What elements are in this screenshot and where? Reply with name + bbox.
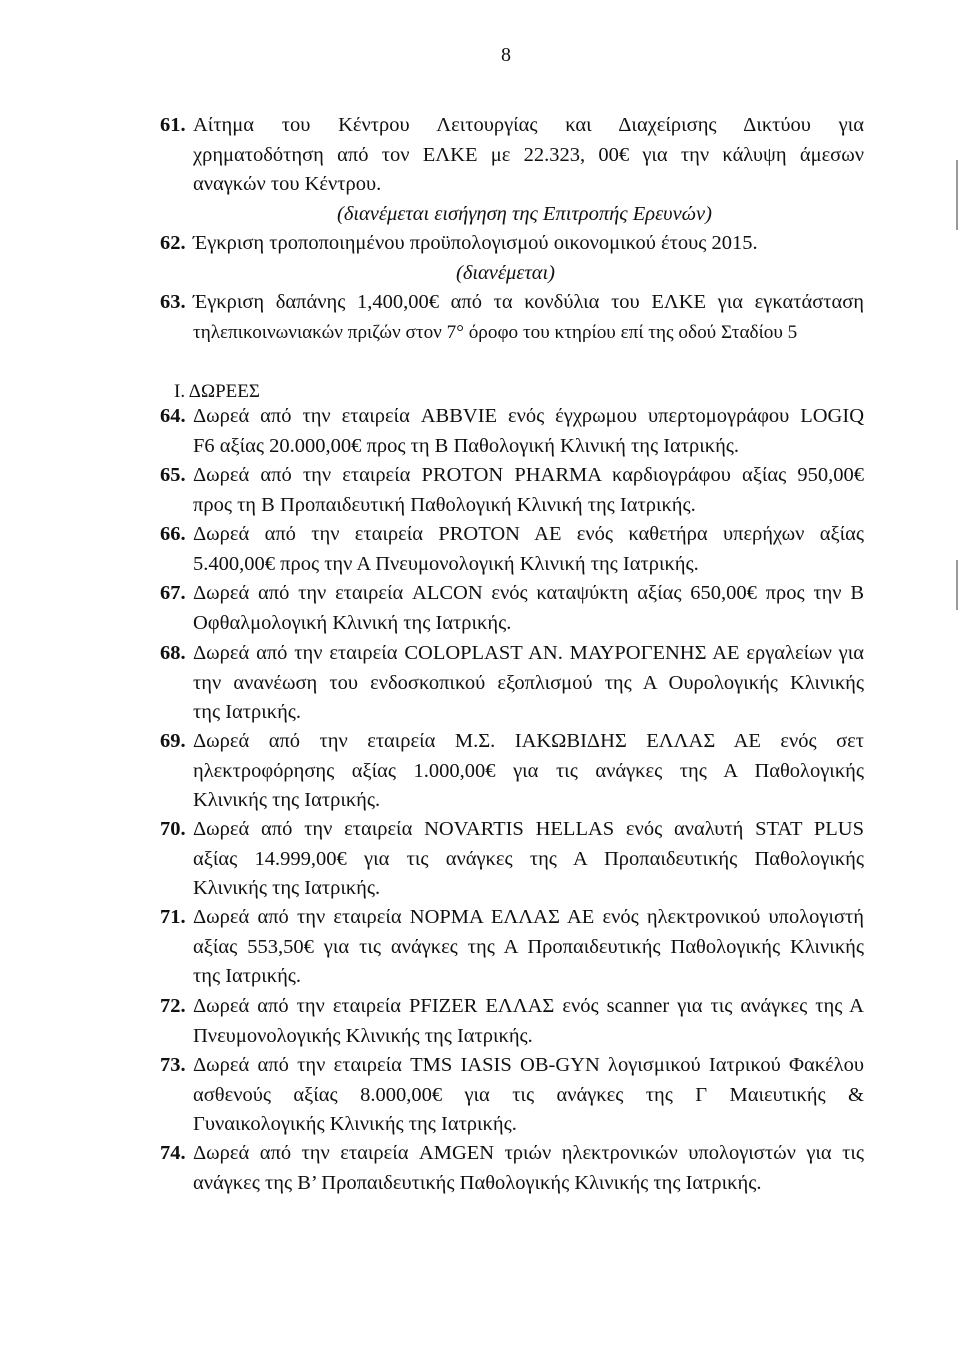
item-note: (διανέμεται εισήγηση της Επιτροπής Ερευνών) [337,203,712,225]
item-text-line: αξίας 14.999,00€ για τις ανάγκες της Α Προπαιδευτικής Παθολογικής [193,847,864,870]
agenda-item-71 [160,903,864,992]
item-text-line: ανάγκες της Β’ Προπαιδευτικής Παθολογικής Κλινικής της Ιατρικής. [193,1171,762,1194]
item-text-line: την ανανέωση του ενδοσκοπικού εξοπλισμού της Α Ουρολογικής Κλινικής [193,671,864,694]
item-text-line: 5.400,00€ προς την Α Πνευμονολογική Κλινική της Ιατρικής. [193,552,699,575]
item-number: 63. [160,291,186,313]
item-text-line: τηλεπικοινωνιακών πριζών στον 7° όροφο του κτηρίου επί της οδού Σταδίου 5 [193,321,798,343]
item-text-line: Γυναικολογικής Κλινικής της Ιατρικής. [193,1113,517,1135]
item-text-line: Δωρεά από την εταιρεία ΝΟΡΜΑ ΕΛΛΑΣ ΑΕ ενός ηλεκτρονικού υπολογιστή [193,906,864,928]
agenda-item-72 [160,992,864,1051]
item-text-line: Πνευμονολογικής Κλινικής της Ιατρικής. [193,1024,533,1047]
item-text-line: Δωρεά από την εταιρεία NOVARTIS HELLAS ενός αναλυτή STAT PLUS [193,818,864,840]
item-number: 61. [160,114,186,136]
item-text-line: Δωρεά από την εταιρεία AMGEN τριών ηλεκτρονικών υπολογιστών για τις [193,1142,864,1164]
item-number: 73. [160,1054,186,1076]
item-number: 64. [160,405,186,427]
section-heading: Ι. ΔΩΡΕΕΣ [174,381,260,402]
item-text-line: ασθενούς αξίας 8.000,00€ για τις ανάγκες της Γ Μαιευτικής & [193,1083,864,1106]
agenda-item-61 [160,111,864,200]
item-text-line: ηλεκτροφόρησης αξίας 1.000,00€ για τις ανάγκες της Α Παθολογικής [193,759,864,782]
agenda-item-74 [160,1139,864,1198]
item-number: 69. [160,730,186,752]
item-number: 68. [160,642,186,664]
item-text-line: Έγκριση δαπάνης 1,400,00€ από τα κονδύλια του ΕΛΚΕ για εγκατάσταση [193,291,864,313]
agenda-item-67 [160,579,864,638]
item-text-line: της Ιατρικής. [193,701,302,723]
agenda-item-63 [160,288,864,347]
scan-edge-mark [956,160,958,230]
item-text-line: Δωρεά από την εταιρεία ABBVIE ενός έγχρωμου υπερτομογράφου LOGIQ [193,405,864,427]
agenda-item-62 [160,229,864,259]
scan-edge-mark [956,560,958,610]
item-number: 67. [160,582,186,604]
item-text-line: Δωρεά από την εταιρεία PROTON AE ενός καθετήρα υπερήχων αξίας [193,523,864,545]
item-number: 74. [160,1142,186,1164]
item-number: 65. [160,464,186,486]
agenda-item-73 [160,1051,864,1140]
item-text-line: Αίτημα του Κέντρου Λειτουργίας και Διαχείρισης Δικτύου για [193,114,864,136]
item-text-line: Δωρεά από την εταιρεία ALCON ενός καταψύκτη αξίας 650,00€ προς την Β [193,582,864,604]
item-number: 72. [160,995,186,1017]
item-text-line: αναγκών του Κέντρου. [193,173,382,195]
agenda-item-70 [160,815,864,904]
agenda-item-69 [160,727,864,816]
item-text-line: αξίας 553,50€ για τις ανάγκες της Α Προπαιδευτικής Παθολογικής Κλινικής [193,935,864,958]
agenda-item-66 [160,520,864,579]
item-text-line: Δωρεά από την εταιρεία Μ.Σ. ΙΑΚΩΒΙΔΗΣ ΕΛΛΑΣ ΑΕ ενός σετ [193,730,864,752]
item-note: (διανέμεται) [456,262,555,284]
item-text-line: της Ιατρικής. [193,965,302,987]
item-text-line: προς τη Β Προπαιδευτική Παθολογική Κλινική της Ιατρικής. [193,493,696,516]
item-text-line: χρηματοδότηση από τον ΕΛΚΕ με 22.323, 00€ για την κάλυψη άμεσων [193,143,864,166]
item-text-line: F6 αξίας 20.000,00€ προς τη Β Παθολογική Κλινική της Ιατρικής. [193,434,740,457]
agenda-item-64 [160,402,864,461]
item-text-line: Δωρεά από την εταιρεία PFIZER ΕΛΛΑΣ ενός scanner για τις ανάγκες της Α [193,995,864,1017]
page-number: 8 [501,44,511,66]
agenda-item-68 [160,639,864,728]
item-number: 70. [160,818,186,840]
item-number: 71. [160,906,186,928]
item-text-line: Κλινικής της Ιατρικής. [193,789,381,811]
item-text-line: Έγκριση τροποποιημένου προϋπολογισμού οικονομικού έτους 2015. [193,232,758,254]
item-text-line: Κλινικής της Ιατρικής. [193,877,381,899]
item-number: 66. [160,523,186,545]
item-text-line: Δωρεά από την εταιρεία COLOPLAST AN. ΜΑΥΡΟΓΕΝΗΣ ΑΕ εργαλείων για [193,642,864,664]
item-text-line: Δωρεά από την εταιρεία TMS IASIS OB-GYN λογισμικού Ιατρικού Φακέλου [193,1054,864,1076]
item-number: 62. [160,232,186,254]
item-text-line: Οφθαλμολογική Κλινική της Ιατρικής. [193,611,512,634]
item-text-line: Δωρεά από την εταιρεία PROTON PHARMA καρδιογράφου αξίας 950,00€ [193,464,864,486]
agenda-item-65 [160,461,864,520]
